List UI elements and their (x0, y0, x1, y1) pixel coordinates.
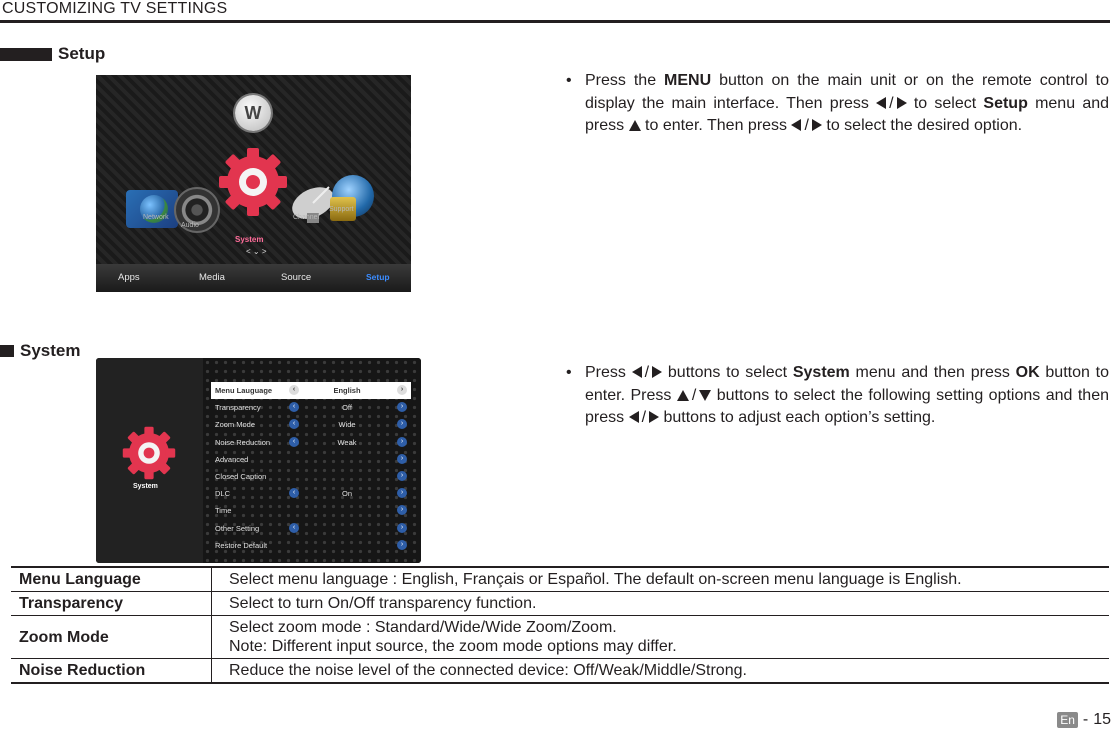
setup-screenshot (96, 75, 411, 292)
system-side-label: System (133, 483, 158, 490)
menu-row-label: Other Setting (215, 523, 260, 533)
system-heading-bar (0, 345, 14, 357)
menu-row[interactable] (211, 382, 411, 399)
title-rule (0, 20, 1110, 23)
menu-row[interactable] (211, 434, 411, 451)
chevron-left-icon[interactable]: ‹ (289, 437, 299, 447)
setup-instructions (566, 70, 1109, 138)
chevron-right-icon[interactable]: › (397, 471, 407, 481)
network-label: Network (143, 214, 169, 221)
description-line: Select menu language : English, Français or Español. The default on-screen menu language is English. (229, 571, 962, 588)
system-menu (203, 358, 421, 563)
menu-row[interactable] (211, 485, 411, 502)
system-heading-text: System (20, 341, 81, 360)
setup-heading-text: Setup (58, 44, 106, 63)
chevron-right-icon[interactable]: › (397, 505, 407, 515)
chevron-left-icon[interactable]: ‹ (289, 402, 299, 412)
right-arrow-icon (897, 97, 907, 109)
bullet: • (566, 72, 572, 89)
setting-description (212, 659, 1110, 684)
chevron-right-icon[interactable]: › (397, 402, 407, 412)
right-arrow-icon (812, 119, 822, 131)
menu-row-label: Restore Default (215, 540, 268, 550)
setting-description (212, 592, 1110, 616)
menu-row[interactable] (211, 502, 411, 519)
description-line: Reduce the noise level of the connected device: Off/Weak/Middle/Strong. (229, 662, 747, 679)
main-tab-bar (96, 264, 411, 292)
focused-item-label: System (235, 235, 264, 244)
chevron-right-icon[interactable]: › (397, 437, 407, 447)
table-row (11, 567, 1109, 592)
tab-apps[interactable]: Apps (118, 272, 140, 283)
setting-description (212, 616, 1110, 659)
chevron-right-icon[interactable]: › (397, 419, 407, 429)
up-arrow-icon (629, 120, 641, 131)
chevron-right-icon[interactable]: › (397, 385, 407, 395)
right-arrow-icon (649, 411, 659, 423)
chevron-left-icon[interactable]: ‹ (289, 385, 299, 395)
footer-dash: - (1082, 711, 1089, 728)
system-heading (0, 341, 80, 361)
setting-name: Zoom Mode (11, 616, 212, 659)
table-row (11, 659, 1109, 684)
menu-row-value: Off (342, 403, 352, 413)
table-row (11, 616, 1109, 659)
setting-name: Noise Reduction (11, 659, 212, 684)
menu-row-label: Advanced (215, 454, 249, 464)
menu-row[interactable] (211, 416, 411, 433)
system-gear-icon (218, 147, 288, 217)
system-instructions-text: Press / buttons to select System menu and then press OK button to enter. Press / buttons to select the following setting options and then press / buttons to adjust each option’s setting. (585, 364, 1109, 426)
page-number: 15 (1093, 711, 1111, 728)
menu-row[interactable] (211, 451, 411, 468)
tab-source[interactable]: Source (281, 272, 312, 283)
menu-row-label: Noise Reduction (215, 437, 271, 447)
chevron-left-icon[interactable]: ‹ (289, 523, 299, 533)
left-arrow-icon (629, 411, 639, 423)
setting-name: Transparency (11, 592, 212, 616)
setup-instructions-text: Press the MENU button on the main unit or on the remote control to display the main interface. Then press / to select Setup menu and press to enter. Then press / to select the desired option. (585, 72, 1110, 134)
left-arrow-icon (632, 366, 642, 378)
menu-row[interactable] (211, 399, 411, 416)
setting-description (212, 567, 1110, 592)
setting-name: Menu Language (11, 567, 212, 592)
up-arrow-icon (677, 390, 689, 401)
menu-row-value: Wide (338, 420, 356, 430)
channel-label: Channel (293, 214, 320, 221)
bullet: • (566, 364, 572, 381)
description-line: Select to turn On/Off transparency function. (229, 595, 537, 612)
page-footer (1057, 711, 1111, 729)
menu-row[interactable] (211, 520, 411, 537)
system-instructions (566, 362, 1109, 430)
table-row (11, 592, 1109, 616)
chevron-right-icon[interactable]: › (397, 523, 407, 533)
menu-row-value: On (341, 489, 352, 499)
down-arrow-icon (699, 390, 711, 401)
menu-row-label: Zoom Mode (215, 420, 256, 430)
brand-logo: W (235, 95, 271, 131)
chevron-left-icon[interactable]: ‹ (289, 488, 299, 498)
focused-item-nav: < ⌄ > (246, 247, 267, 256)
description-line: Select zoom mode : Standard/Wide/Wide Zoom/Zoom. (229, 619, 617, 636)
left-arrow-icon (791, 119, 801, 131)
settings-table (11, 566, 1109, 684)
tab-media[interactable]: Media (199, 272, 225, 283)
menu-row[interactable] (211, 468, 411, 485)
system-gear-icon (122, 426, 176, 480)
menu-row-value: Weak (337, 437, 357, 447)
page-title: CUSTOMIZING TV SETTINGS (2, 0, 228, 17)
menu-row[interactable] (211, 537, 411, 554)
language-badge: En (1057, 712, 1078, 728)
menu-row-label: Transparency (215, 403, 261, 413)
chevron-left-icon[interactable]: ‹ (289, 419, 299, 429)
chevron-right-icon[interactable]: › (397, 488, 407, 498)
support-label: Support (329, 206, 354, 213)
menu-row-label: Closed Caption (215, 472, 267, 481)
setup-heading (0, 44, 105, 64)
setup-heading-bar (0, 48, 52, 61)
menu-row-label: DLC (215, 489, 231, 499)
menu-row-label: Menu Lauguage (215, 386, 273, 395)
right-arrow-icon (652, 366, 662, 378)
network-icon (126, 190, 178, 228)
audio-label: Audio (181, 222, 199, 229)
system-screenshot (96, 358, 421, 563)
menu-row-value: English (333, 386, 361, 395)
tab-setup[interactable]: Setup (366, 272, 390, 282)
description-line: Note: Different input source, the zoom mode options may differ. (229, 638, 677, 655)
system-side-panel (96, 358, 203, 563)
chevron-right-icon[interactable]: › (397, 454, 407, 464)
menu-row-label: Time (215, 506, 232, 516)
left-arrow-icon (876, 97, 886, 109)
chevron-right-icon[interactable]: › (397, 540, 407, 550)
